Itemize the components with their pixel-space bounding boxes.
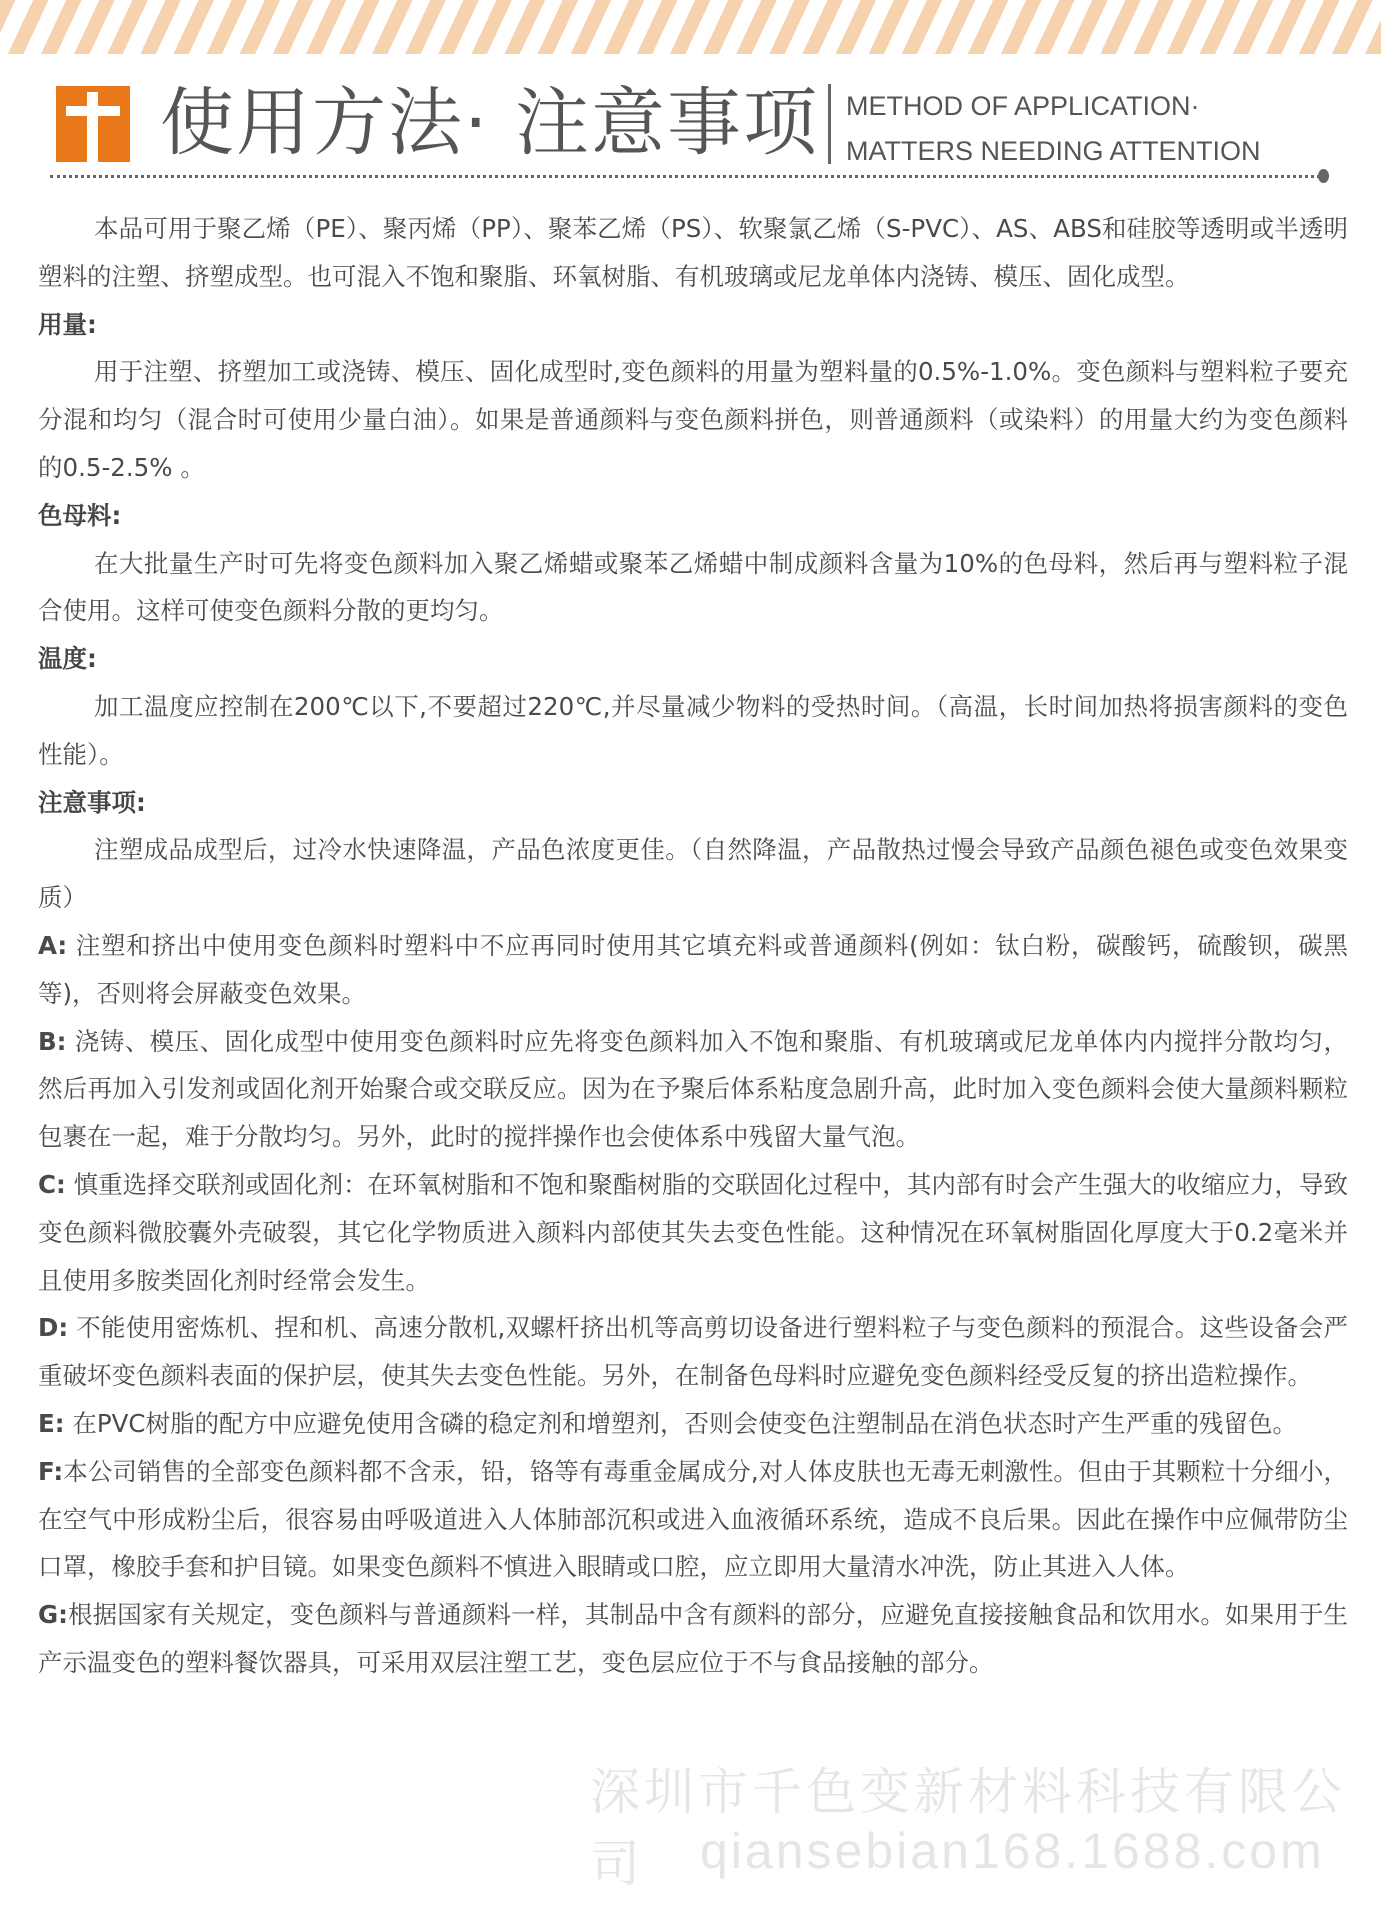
brand-logo-icon bbox=[56, 86, 130, 162]
decorative-stripes bbox=[0, 0, 1381, 54]
section-body: 加工温度应控制在200℃以下,不要超过220℃,并尽量减少物料的受热时间。（高温，长时间加热将损害颜料的变色性能）。 bbox=[38, 691, 1348, 769]
note-label: D: bbox=[38, 1313, 69, 1343]
note-d bbox=[38, 1304, 1348, 1400]
note-f bbox=[38, 1448, 1348, 1591]
section-body: 注塑成品成型后，过冷水快速降温，产品色浓度更佳。（自然降温，产品散热过慢会导致产品颜色褪色或变色效果变质） bbox=[38, 835, 1348, 913]
section-heading: 温度: bbox=[38, 644, 97, 674]
article-body bbox=[38, 205, 1348, 1687]
dotted-divider bbox=[50, 175, 1320, 178]
note-text: 本公司销售的全部变色颜料都不含汞，铅，铬等有毒重金属成分,对人体皮肤也无毒无刺激性。但由于其颗粒十分细小，在空气中形成粉尘后，很容易由呼吸道进入人体肺部沉积或进入血液循环系统，造成不良后果。因此在操作中应佩带防尘口罩，橡胶手套和护目镜。如果变色颜料不慎进入眼睛或口腔，应立即用大量清水冲洗，防止其进入人体。 bbox=[38, 1456, 1348, 1582]
note-text: 根据国家有关规定，变色颜料与普通颜料一样，其制品中含有颜料的部分，应避免直接接触食品和饮用水。如果用于生产示温变色的塑料餐饮器具，可采用双层注塑工艺，变色层应位于不与食品接触的部分。 bbox=[38, 1600, 1348, 1677]
note-text: 浇铸、模压、固化成型中使用变色颜料时应先将变色颜料加入不饱和聚脂、有机玻璃或尼龙单体内内搅拌分散均匀，然后再加入引发剂或固化剂开始聚合或交联反应。因为在予聚后体系粘度急剧升高，此时加入变色颜料会使大量颜料颗粒包裹在一起，难于分散均匀。另外，此时的搅拌操作也会使体系中残留大量气泡。 bbox=[38, 1026, 1348, 1152]
intro-paragraph: 本品可用于聚乙烯（PE）、聚丙烯（PP）、聚苯乙烯（PS）、软聚氯乙烯（S-PVC）、AS、ABS和硅胶等透明或半透明塑料的注塑、挤塑成型。也可混入不饱和聚脂、环氧树脂、有机玻璃或尼龙单体内浇铸、模压、固化成型。 bbox=[38, 214, 1348, 291]
note-label: G: bbox=[38, 1600, 68, 1630]
watermark-url: qiansebian168.1688.com bbox=[700, 1823, 1325, 1879]
note-c bbox=[38, 1161, 1348, 1304]
note-e bbox=[38, 1400, 1348, 1448]
note-text: 慎重选择交联剂或固化剂：在环氧树脂和不饱和聚酯树脂的交联固化过程中，其内部有时会产生强大的收缩应力，导致变色颜料微胶囊外壳破裂，其它化学物质进入颜料内部使其失去变色性能。这种情况在环氧树脂固化厚度大于0.2毫米并且使用多胺类固化剂时经常会发生。 bbox=[38, 1169, 1348, 1295]
section-heading: 用量: bbox=[38, 309, 97, 339]
english-title bbox=[846, 84, 1261, 174]
note-b bbox=[38, 1018, 1348, 1161]
note-label: A: bbox=[38, 930, 68, 960]
note-label: C: bbox=[38, 1169, 66, 1199]
note-label: E: bbox=[38, 1408, 65, 1438]
english-title-line2: MATTERS NEEDING ATTENTION bbox=[846, 136, 1261, 166]
note-text: 注塑和挤出中使用变色颜料时塑料中不应再同时使用其它填充料或普通颜料(例如：钛白粉，碳酸钙，硫酸钡，碳黑等)，否则将会屏蔽变色效果。 bbox=[38, 930, 1348, 1008]
note-text: 不能使用密炼机、捏和机、高速分散机,双螺杆挤出机等高剪切设备进行塑料粒子与变色颜料的预混合。这些设备会严重破坏变色颜料表面的保护层，使其失去变色性能。另外，在制备色母料时应避免变色颜料经受反复的挤出造粒操作。 bbox=[38, 1313, 1348, 1391]
title-divider bbox=[828, 84, 831, 164]
note-a bbox=[38, 922, 1348, 1018]
watermark-company: 深圳市千色变新材料科技有限公司 bbox=[590, 1764, 1346, 1892]
divider-end-dot bbox=[1318, 169, 1329, 183]
note-label: B: bbox=[38, 1026, 67, 1056]
section-heading: 色母料: bbox=[38, 500, 122, 530]
note-text: 在PVC树脂的配方中应避免使用含磷的稳定剂和增塑剂，否则会使变色注塑制品在消色状态时产生严重的残留色。 bbox=[64, 1408, 1297, 1438]
section-heading: 注意事项: bbox=[38, 787, 146, 817]
note-label: F: bbox=[38, 1456, 64, 1486]
english-title-line1: METHOD OF APPLICATION· bbox=[846, 91, 1200, 121]
section-body: 在大批量生产时可先将变色颜料加入聚乙烯蜡或聚苯乙烯蜡中制成颜料含量为10%的色母料，然后再与塑料粒子混合使用。这样可使变色颜料分散的更均匀。 bbox=[38, 548, 1348, 626]
note-g bbox=[38, 1591, 1348, 1687]
page-title: 使用方法· 注意事项 bbox=[160, 80, 820, 166]
section-body: 用于注塑、挤塑加工或浇铸、模压、固化成型时,变色颜料的用量为塑料量的0.5%-1.0%。变色颜料与塑料粒子要充分混和均匀（混合时可使用少量白油）。如果是普通颜料与变色颜料拼色，则普通颜料（或染料）的用量大约为变色颜料的0.5-2.5% 。 bbox=[38, 357, 1349, 482]
